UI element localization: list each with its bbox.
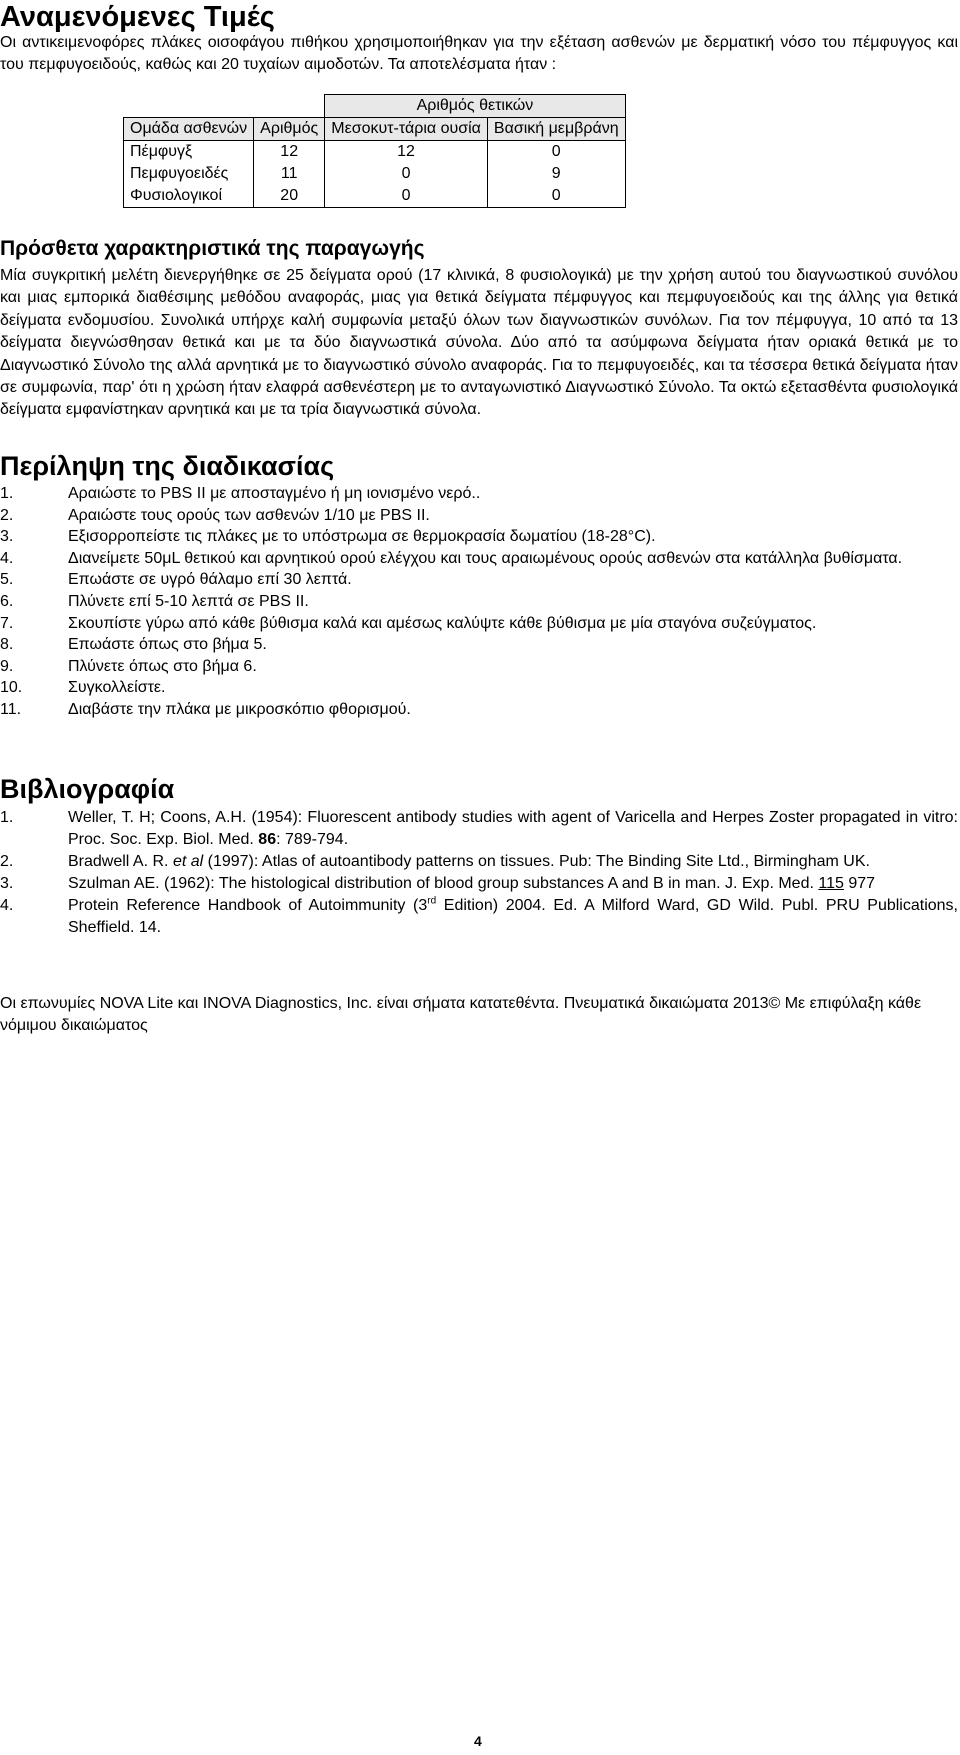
reference-number: 2. xyxy=(0,853,14,870)
list-item xyxy=(0,873,958,895)
table-blank-cell xyxy=(124,95,254,118)
list-item xyxy=(0,851,958,873)
step-text: Αραιώστε το PBS II με αποσταγμένο ή μη ιονισμένο νερό.. xyxy=(68,485,481,502)
list-item xyxy=(0,613,958,635)
step-text: Επωάστε όπως στο βήμα 5. xyxy=(68,636,267,654)
study-paragraph: Μία συγκριτική μελέτη διενεργήθηκε σε 25 δείγματα ορού (17 κλινικά, 8 φυσιολογικά) με την χρήση αυτού του διαγνωστικού συνόλου και μιας εμπορικά διαθέσιμης μεθόδου αναφοράς, μιας για θετικά δείγματα πέμφυγγος και πεμφυγοειδούς και της άλλης για θετικά δείγματα ενδομυσίου. Συνολικά υπήρχε καλή συμφωνία μεταξύ όλων των διαγνωστικών συνόλων. Για τον πέμφυγγα, 10 από τα 13 δείγματα διεγνώσθησαν θετικά και με τα δύο διαγνωστικά σύνολα. Δύο από τα ασύμφωνα δείγματα ήταν οριακά θετικά με το Διαγνωστικό Σύνολο της αλλά αρνητικά με το διαγνωστικό σύνολο αναφοράς. Για το πεμφυγοειδές, και τα τέσσερα θετικά δείγματα ήταν σε συμφωνία, παρ' ότι η χρώση ήταν ελαφρά ασθενέστερη με το ανταγωνιστικό Διαγνωστικό Σύνολο. Τα οκτώ εξετασθέντα φυσιολογικά δείγματα εμφανίστηκαν αρνητικά και με τα τρία διαγνωστικά σύνολα. xyxy=(0,267,958,419)
table-cell: 9 xyxy=(487,163,625,185)
reference-text: Edition) 2004. Ed. A Milford Ward, GD Wild. Publ. PRU Publications, Sheffield. 14. xyxy=(68,897,959,936)
references-list xyxy=(0,807,958,939)
step-number: 6. xyxy=(0,592,14,610)
list-item xyxy=(0,569,958,591)
reference-superscript: rd xyxy=(427,895,437,907)
table-cell: 0 xyxy=(325,185,488,208)
copyright-notice: Οι επωνυμίες NOVA Lite και INOVA Diagnostics, Inc. είναι σήματα κατατεθέντα. Πνευματικά δικαιώματα 2013© Με επιφύλαξη κάθε νόμιμου δικαιώματος xyxy=(0,995,922,1035)
table-cell: Φυσιολογικοί xyxy=(124,185,254,208)
list-item xyxy=(0,505,958,527)
reference-et-al: et al xyxy=(172,853,204,870)
step-number: 1. xyxy=(0,485,14,502)
reference-text: : 789-794. xyxy=(276,831,349,848)
step-text: Εξισορροπείστε τις πλάκες με το υπόστρωμα σε θερμοκρασία δωματίου (18-28°C). xyxy=(68,528,656,546)
step-number: 7. xyxy=(0,614,14,632)
table-row xyxy=(124,163,626,185)
table-cell: 0 xyxy=(325,163,488,185)
step-text: Πλύνετε επί 5-10 λεπτά σε PBS II. xyxy=(68,592,309,610)
list-item xyxy=(0,656,958,678)
step-number: 3. xyxy=(0,528,14,546)
reference-volume: 115 xyxy=(818,875,844,892)
step-text: Σκουπίστε γύρω από κάθε βύθισμα καλά και αμέσως καλύψτε κάθε βύθισμα με μία σταγόνα συζεύγματος. xyxy=(68,614,817,632)
section-title-bibliography: Βιβλιογραφία xyxy=(0,774,175,804)
list-item xyxy=(0,548,958,570)
table-blank-cell xyxy=(254,95,325,118)
list-item xyxy=(0,483,958,505)
list-item xyxy=(0,677,958,699)
table-group-header: Αριθμός θετικών xyxy=(325,95,625,118)
step-number: 8. xyxy=(0,636,14,654)
step-text: Διαβάστε την πλάκα με μικροσκόπιο φθορισμού. xyxy=(68,700,411,718)
step-text: Επωάστε σε υγρό θάλαμο επί 30 λεπτά. xyxy=(68,571,352,589)
table-header: Αριθμός xyxy=(254,118,325,141)
step-text: Διανείμετε 50μL θετικού και αρνητικού ορού ελέγχου και τους αραιωμένους ορούς ασθενών στα κατάλληλα βυθίσματα. xyxy=(68,549,903,567)
step-text: Αραιώστε τους ορούς των ασθενών 1/10 με PBS II. xyxy=(68,506,430,524)
step-text: Πλύνετε όπως στο βήμα 6. xyxy=(68,657,257,675)
reference-number: 4. xyxy=(0,897,14,914)
list-item xyxy=(0,699,958,721)
table-cell: 12 xyxy=(254,141,325,164)
table-cell: Πέμφυγξ xyxy=(124,141,254,164)
step-number: 5. xyxy=(0,571,14,589)
table-cell: 11 xyxy=(254,163,325,185)
table-cell: 12 xyxy=(325,141,488,164)
reference-volume: 86 xyxy=(258,831,277,848)
section-title-expected-values: Αναμενόμενες Τιμές xyxy=(0,1,275,33)
section-title-procedure-summary: Περίληψη της διαδικασίας xyxy=(0,451,335,481)
reference-text: Protein Reference Handbook of Autoimmunity (3 xyxy=(68,897,428,914)
step-number: 2. xyxy=(0,506,14,524)
table-cell: 0 xyxy=(487,185,625,208)
reference-number: 1. xyxy=(0,809,14,826)
step-number: 11. xyxy=(0,700,22,718)
reference-text: 977 xyxy=(843,875,876,892)
table-cell: 0 xyxy=(487,141,625,164)
list-item xyxy=(0,634,958,656)
page-number: 4 xyxy=(474,1733,482,1749)
step-text: Συγκολλείστε. xyxy=(68,679,166,697)
table-header: Βασική μεμβράνη xyxy=(487,118,625,141)
intro-paragraph: Οι αντικειμενοφόρες πλάκες οισοφάγου πιθήκου χρησιμοποιήθηκαν για την εξέταση ασθενών με δερματική νόσο του πέμφυγγος και του πεμφυγοειδούς, καθώς και 20 τυχαίων αιμοδοτών. Τα αποτελέσματα ήταν : xyxy=(0,34,958,74)
table-header: Μεσοκυτ-τάρια ουσία xyxy=(325,118,488,141)
step-number: 10. xyxy=(0,679,23,697)
step-number: 9. xyxy=(0,657,14,675)
procedure-steps-list xyxy=(0,483,958,721)
table-cell: Πεμφυγοειδές xyxy=(124,163,254,185)
reference-text: Bradwell A. R. xyxy=(68,853,173,870)
list-item xyxy=(0,526,958,548)
reference-text: Szulman AE. (1962): The histological distribution of blood group substances A and B in man. J. Exp. Med. xyxy=(68,875,819,892)
table-header: Ομάδα ασθενών xyxy=(124,118,254,141)
table-row xyxy=(124,185,626,208)
reference-text: (1997): Atlas of autoantibody patterns on tissues. Pub: The Binding Site Ltd., Birmingham UK. xyxy=(203,853,870,870)
list-item xyxy=(0,807,958,851)
list-item xyxy=(0,895,958,939)
reference-number: 3. xyxy=(0,875,14,892)
table-cell: 20 xyxy=(254,185,325,208)
section-title-additional-characteristics: Πρόσθετα χαρακτηριστικά της παραγωγής xyxy=(0,237,425,260)
reference-text: Weller, T. H; Coons, A.H. (1954): Fluorescent antibody studies with agent of Varicella and Herpes Zoster propagated in vitro: Proc. Soc. Exp. Biol. Med. xyxy=(68,809,958,848)
list-item xyxy=(0,591,958,613)
step-number: 4. xyxy=(0,549,14,567)
results-table xyxy=(123,94,626,208)
table-row xyxy=(124,141,626,164)
